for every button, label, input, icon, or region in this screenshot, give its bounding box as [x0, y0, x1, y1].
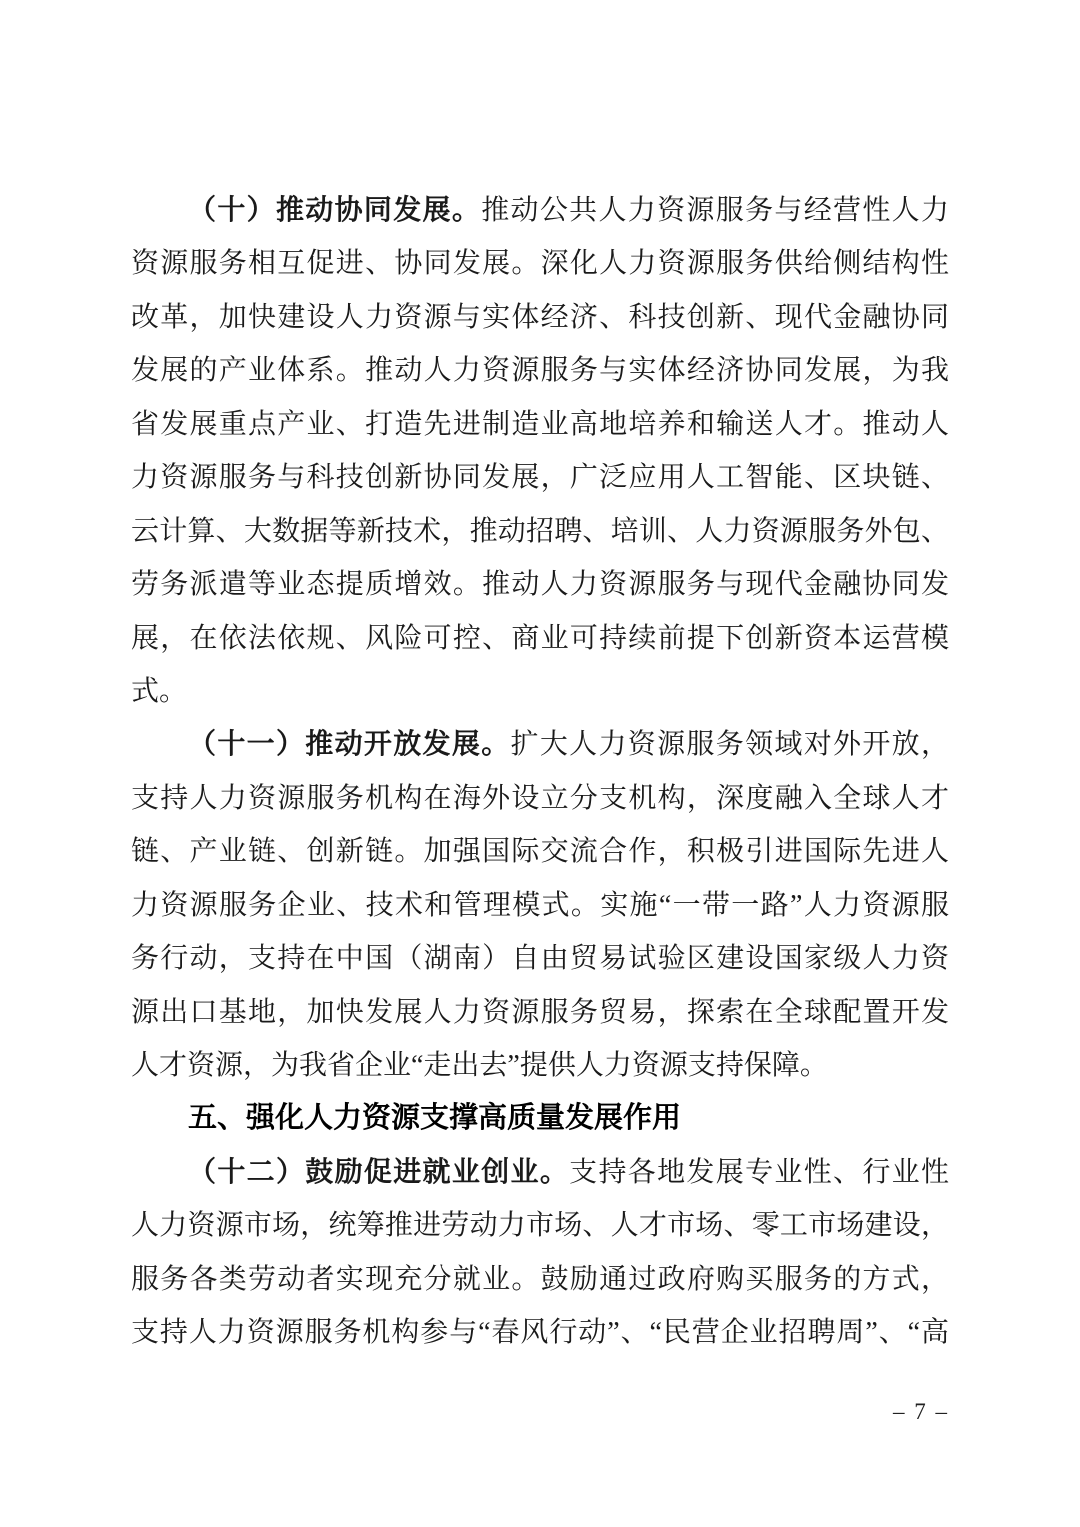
paragraph-text: 资源服务相互促进、协同发展。深化人力资源服务供给侧结构性	[131, 248, 949, 280]
text-line	[131, 932, 949, 985]
paragraph-text: 支持人力资源服务机构在海外设立分支机构，深度融入全球人才	[131, 782, 949, 814]
paragraph-text: 式。	[131, 675, 188, 707]
text-line	[131, 398, 949, 451]
text-line	[131, 451, 949, 504]
paragraph-text: 推动公共人力资源服务与经营性人力	[481, 195, 949, 226]
text-line	[131, 558, 949, 611]
text-line	[131, 1306, 949, 1359]
text-line	[131, 772, 949, 825]
paragraph-lead-text: （十）推动协同发展。	[188, 195, 482, 226]
text-line	[131, 718, 949, 771]
paragraph-text: 支持人力资源服务机构参与“春风行动”、“民营企业招聘周”、“高	[131, 1317, 949, 1349]
paragraph-text: 展，在依法依规、风险可控、商业可持续前提下创新资本运营模	[131, 622, 949, 654]
paragraph-text: 发展的产业体系。推动人力资源服务与实体经济协同发展，为我	[131, 355, 949, 387]
text-line	[131, 879, 949, 932]
paragraph-text: 链、产业链、创新链。加强国际交流合作，积极引进国际先进人	[131, 836, 949, 868]
paragraph-text: 省发展重点产业、打造先进制造业高地培养和输送人才。推动人	[131, 408, 949, 440]
text-line	[131, 344, 949, 397]
text-line	[131, 237, 949, 290]
text-line	[131, 612, 949, 665]
paragraph-text: 扩大人力资源服务领域对外开放，	[510, 729, 949, 761]
paragraph-text: 改革，加快建设人力资源与实体经济、科技创新、现代金融协同	[131, 301, 949, 333]
text-line	[131, 505, 949, 558]
text-line	[131, 1199, 949, 1252]
text-line	[131, 291, 949, 344]
paragraph-lead-text: （十一）推动开放发展。	[188, 729, 511, 761]
text-line	[131, 665, 949, 718]
paragraph-text: 务行动，支持在中国（湖南）自由贸易试验区建设国家级人力资	[131, 943, 949, 975]
text-line	[131, 1146, 949, 1199]
text-line	[131, 986, 949, 1039]
paragraph-text: 服务各类劳动者实现充分就业。鼓励通过政府购买服务的方式，	[131, 1263, 949, 1295]
text-line	[131, 1253, 949, 1306]
paragraph-text: 五、强化人力资源支撑高质量发展作用	[188, 1102, 682, 1135]
paragraph-text: 人才资源，为我省企业“走出去”提供人力资源支持保障。	[131, 1050, 828, 1081]
text-line	[131, 1039, 949, 1092]
page-number: – 7 –	[893, 1399, 949, 1424]
paragraph-text: 源出口基地，加快发展人力资源服务贸易，探索在全球配置开发	[131, 996, 949, 1028]
paragraph-lead-text: （十二）鼓励促进就业创业。	[188, 1156, 570, 1188]
paragraph-text: 劳务派遣等业态提质增效。推动人力资源服务与现代金融协同发	[131, 569, 949, 601]
text-line	[131, 825, 949, 878]
section-heading	[131, 1092, 949, 1145]
paragraph-text: 力资源服务企业、技术和管理模式。实施“一带一路”人力资源服	[131, 889, 949, 921]
paragraph-text: 云计算、大数据等新技术，推动招聘、培训、人力资源服务外包、	[131, 515, 949, 547]
paragraph-text: 人力资源市场，统筹推进劳动力市场、人才市场、零工市场建设，	[131, 1210, 949, 1242]
paragraph-text: 力资源服务与科技创新协同发展，广泛应用人工智能、区块链、	[131, 462, 949, 494]
text-line	[131, 184, 949, 237]
paragraph-text: 支持各地发展专业性、行业性	[569, 1156, 949, 1188]
document-body	[131, 184, 949, 1360]
